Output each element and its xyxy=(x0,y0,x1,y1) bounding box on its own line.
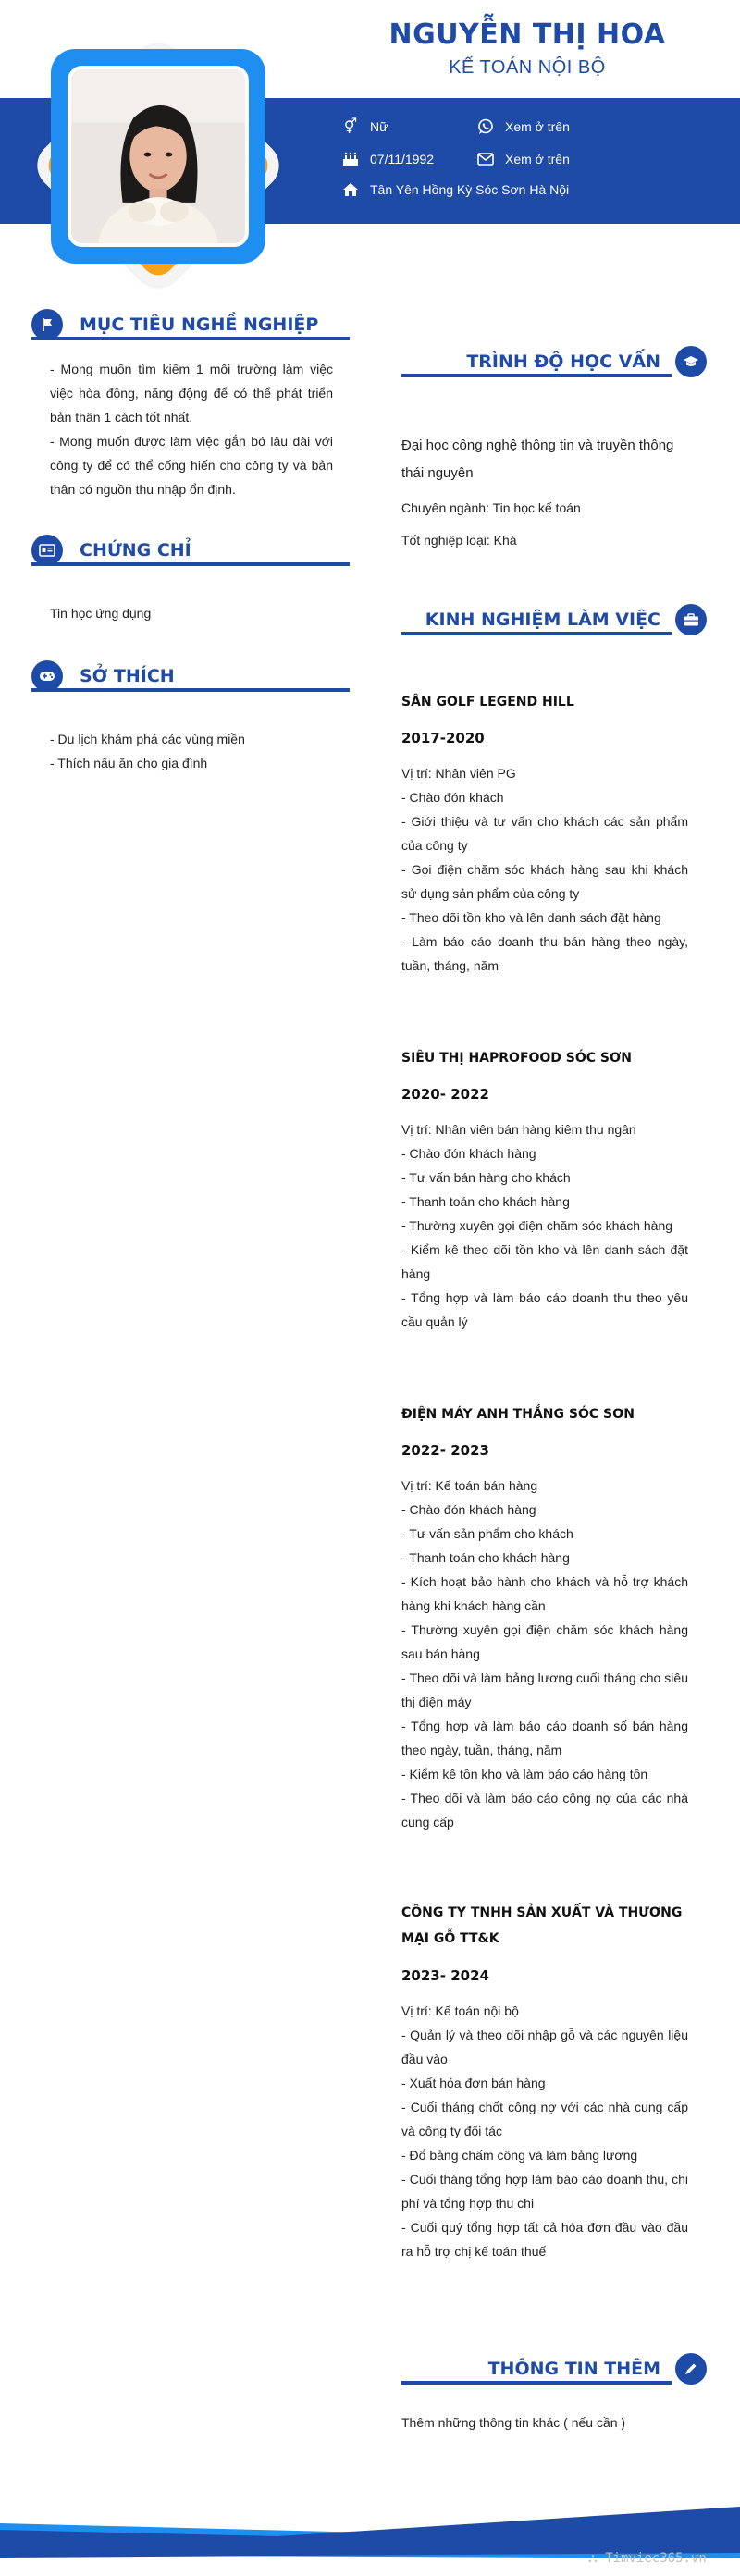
job-details xyxy=(401,1473,688,1834)
job-detail-line: - Tư vấn bán hàng cho khách xyxy=(401,1170,571,1185)
gender-icon: ⚥ xyxy=(343,119,358,135)
contact-gender xyxy=(340,118,388,135)
experience-heading xyxy=(401,604,707,635)
job-detail-line: - Tổng hợp và làm báo cáo doanh số bán hàng theo ngày, tuần, tháng, năm xyxy=(401,1719,688,1757)
job-details xyxy=(401,1999,688,2263)
flag-icon xyxy=(31,309,63,340)
additional-text: Thêm những thông tin khác ( nếu cần ) xyxy=(401,2415,626,2430)
job-detail-line: - Kích hoạt bảo hành cho khách và hỗ trợ khách hàng khi khách hàng cần xyxy=(401,1574,688,1613)
objective-body xyxy=(50,357,333,501)
objective-underline xyxy=(31,337,350,340)
job-detail-line: - Thanh toán cho khách hàng xyxy=(401,1194,570,1209)
job-detail-line: - Gọi điện chăm sóc khách hàng sau khi khách sử dụng sản phẩm của công ty xyxy=(401,862,688,901)
avatar xyxy=(68,66,249,247)
home-icon xyxy=(340,181,361,198)
job-detail-line: - Theo dõi và làm báo cáo công nợ của các nhà cung cấp xyxy=(401,1791,688,1830)
phone-value: Xem ở trên xyxy=(505,119,570,134)
job-detail-line: - Thường xuyên gọi điện chăm sóc khách hàng xyxy=(401,1218,673,1233)
job-detail-line: - Tư vấn sản phẩm cho khách xyxy=(401,1526,574,1541)
job-detail-line: - Quản lý và theo dõi nhập gỗ và các nguyên liệu đầu vào xyxy=(401,2028,688,2066)
job-period: 2023- 2024 xyxy=(401,1967,489,1984)
job-detail-line: - Kiểm kê tồn kho và làm báo cáo hàng tồn xyxy=(401,1767,648,1781)
hobbies-heading xyxy=(31,660,175,692)
whatsapp-icon xyxy=(475,118,496,135)
job-details xyxy=(401,761,688,978)
job-detail-line: - Theo dõi và làm bảng lương cuối tháng cho siêu thị điện máy xyxy=(401,1670,688,1709)
job-detail-line: - Thanh toán cho khách hàng xyxy=(401,1550,570,1565)
education-major: Chuyên ngành: Tin học kế toán xyxy=(401,500,581,515)
additional-underline xyxy=(401,2381,672,2385)
watermark-text: Timviec365.vn xyxy=(605,2551,707,2566)
gamepad-icon xyxy=(31,660,63,692)
job-detail-line: Vị trí: Nhân viên bán hàng kiêm thu ngân xyxy=(401,1122,636,1137)
job-detail-line: - Giới thiệu và tư vấn cho khách các sản phẩm của công ty xyxy=(401,814,688,853)
dob-value: 07/11/1992 xyxy=(370,152,435,166)
education-grade: Tốt nghiệp loại: Khá xyxy=(401,533,517,548)
job-detail-line: - Tổng hợp và làm báo cáo doanh thu theo yêu cầu quản lý xyxy=(401,1290,688,1329)
job-company: CÔNG TY TNHH SẢN XUẤT VÀ THƯƠNG MẠI GỖ TT&K xyxy=(401,1905,683,1946)
job-period: 2020- 2022 xyxy=(401,1086,489,1103)
hobbies-title: SỞ THÍCH xyxy=(80,666,175,686)
briefcase-icon xyxy=(675,604,707,635)
job-detail-line: - Thường xuyên gọi điện chăm sóc khách hàng sau bán hàng xyxy=(401,1622,688,1661)
avatar-frame xyxy=(26,33,290,298)
certificate-item: Tin học ứng dụng xyxy=(50,606,152,621)
job-detail-line: Vị trí: Nhân viên PG xyxy=(401,766,516,781)
hobby-item: - Thích nấu ăn cho gia đình xyxy=(50,756,208,770)
hobbies-underline xyxy=(31,688,350,692)
watermark xyxy=(588,2551,707,2566)
certificate-icon xyxy=(31,535,63,566)
contact-dob xyxy=(340,151,434,167)
job-company: ĐIỆN MÁY ANH THẮNG SÓC SƠN xyxy=(401,1407,635,1422)
job-company: SIÊU THỊ HAPROFOOD SÓC SƠN xyxy=(401,1051,632,1066)
job-detail-line: Vị trí: Kế toán bán hàng xyxy=(401,1478,538,1493)
birthday-cake-icon xyxy=(340,151,361,167)
objective-heading xyxy=(31,309,318,340)
job-detail-line: - Đổ bảng chấm công và làm bảng lương xyxy=(401,2148,638,2163)
watermark-logo-icon: ⛬ xyxy=(588,2551,606,2566)
job-detail-line: Vị trí: Kế toán nội bộ xyxy=(401,2003,519,2018)
job-detail-line: - Chào đón khách xyxy=(401,790,504,805)
hobby-item: - Du lịch khám phá các vùng miền xyxy=(50,732,245,746)
job-detail-line: - Làm báo cáo doanh thu bán hàng theo ngày, tuần, tháng, năm xyxy=(401,934,688,973)
job-period: 2017-2020 xyxy=(401,730,485,746)
objective-paragraph: - Mong muốn được làm việc gắn bó lâu dài với công ty để có thể cống hiến cho công ty và bản thân có nguồn thu nhập ổn định. xyxy=(50,434,333,497)
certificates-heading xyxy=(31,535,191,566)
job-detail-line: - Cuối tháng tổng hợp làm báo cáo doanh thu, chi phí và tổng hợp thu chi xyxy=(401,2172,688,2211)
contact-email xyxy=(475,151,570,167)
education-school: Đại học công nghệ thông tin và truyền thông thái nguyên xyxy=(401,438,674,481)
job-detail-line: - Theo dõi tồn kho và lên danh sách đặt hàng xyxy=(401,910,661,925)
graduation-cap-icon xyxy=(675,346,707,377)
job-detail-line: - Cuối quý tổng hợp tất cả hóa đơn đầu vào đầu ra hỗ trợ chị kế toán thuế xyxy=(401,2220,688,2259)
email-value: Xem ở trên xyxy=(505,152,570,166)
education-underline xyxy=(401,374,672,377)
experience-title: KINH NGHIỆM LÀM VIỆC xyxy=(425,610,660,630)
certificates-title: CHỨNG CHỈ xyxy=(80,540,191,561)
experience-underline xyxy=(401,632,672,635)
job-detail-line: - Cuối tháng chốt công nợ với các nhà cung cấp và công ty đối tác xyxy=(401,2100,688,2138)
education-title: TRÌNH ĐỘ HỌC VẤN xyxy=(466,351,660,372)
hobbies-list xyxy=(50,727,333,775)
additional-heading xyxy=(401,2353,707,2385)
job-title: KẾ TOÁN NỘI BỘ xyxy=(449,57,606,78)
address-value: Tân Yên Hồng Kỳ Sóc Sơn Hà Nội xyxy=(370,182,570,197)
objective-paragraph: - Mong muốn tìm kiếm 1 môi trường làm việc việc hòa đồng, năng động để có thể phát triển bản thân 1 cách tốt nhất. xyxy=(50,362,333,425)
job-period: 2022- 2023 xyxy=(401,1442,489,1459)
education-heading xyxy=(401,346,707,377)
job-detail-line: - Kiểm kê theo dõi tồn kho và lên danh sách đặt hàng xyxy=(401,1242,688,1281)
job-detail-line: - Xuất hóa đơn bán hàng xyxy=(401,2076,546,2090)
envelope-icon xyxy=(475,151,496,167)
contact-address xyxy=(340,181,569,198)
contact-phone xyxy=(475,118,570,135)
job-details xyxy=(401,1117,688,1334)
additional-title: THÔNG TIN THÊM xyxy=(487,2359,660,2379)
objective-title: MỤC TIÊU NGHỀ NGHIỆP xyxy=(80,314,319,335)
candidate-name: NGUYỄN THỊ HOA xyxy=(388,18,666,51)
job-detail-line: - Chào đón khách hàng xyxy=(401,1146,536,1161)
pencil-icon xyxy=(675,2353,707,2385)
certificates-underline xyxy=(31,562,350,566)
job-company: SÂN GOLF LEGEND HILL xyxy=(401,695,574,709)
job-detail-line: - Chào đón khách hàng xyxy=(401,1502,536,1517)
gender-value: Nữ xyxy=(370,119,388,134)
